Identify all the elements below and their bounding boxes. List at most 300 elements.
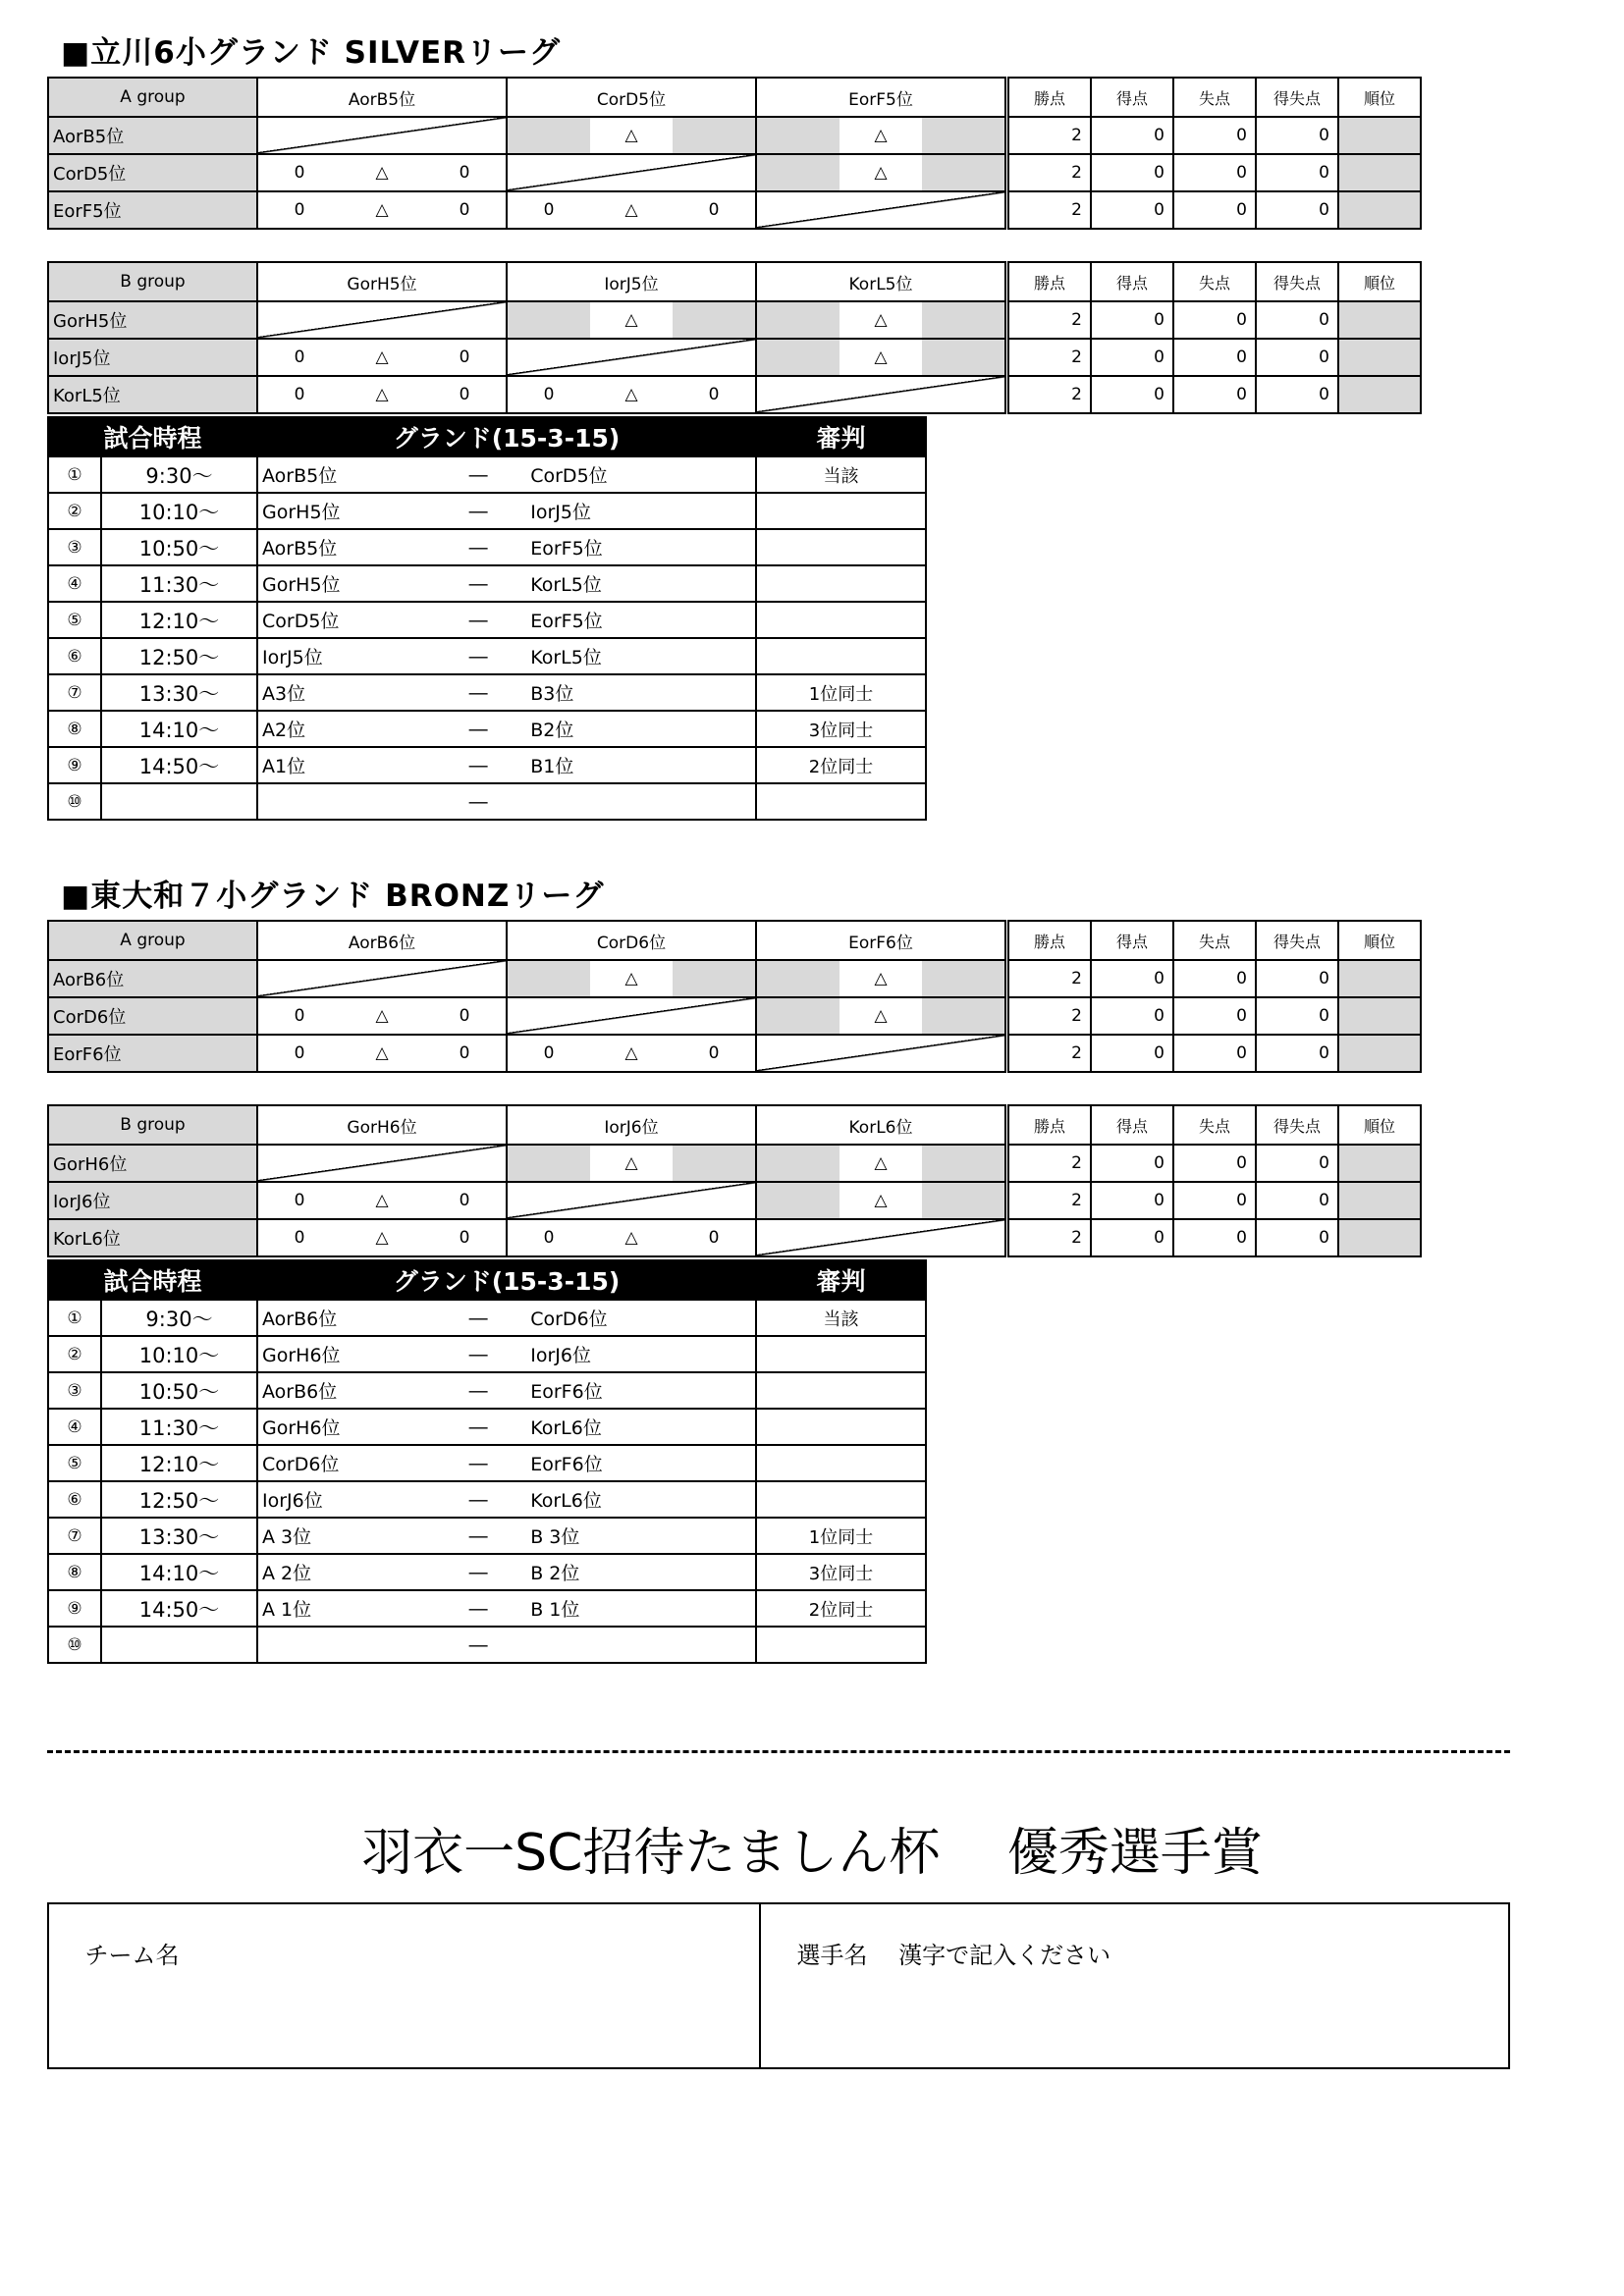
stat-column-header: 失点 [1173,262,1256,301]
rank-cell[interactable] [1338,997,1421,1035]
match-result-cell[interactable] [507,1035,756,1072]
matchup-cell [257,1409,756,1445]
stat-value: 0 [1173,191,1256,229]
schedule-row [48,1372,926,1409]
stat-column-header: 失点 [1173,921,1256,960]
self-match-cell [507,339,756,376]
draw-mark: △ [375,1191,389,1210]
group-label: B group [48,1105,257,1145]
stat-value: 0 [1091,997,1173,1035]
versus-dash: ― [468,718,488,740]
schedule-row [48,602,926,638]
matchup [258,643,755,669]
rank-cell[interactable] [1338,1182,1421,1219]
matchup-cell [257,1372,756,1409]
team-row [48,301,1421,339]
match-number: ⑨ [48,1590,101,1627]
team-row [48,960,1421,997]
result-entry [508,1146,755,1181]
self-match-cell [257,960,507,997]
score-slot-blank [922,961,1004,996]
score-slot-blank [757,1183,839,1218]
matchup [258,1341,755,1367]
opponent-column-header: CorD5位 [507,78,756,117]
group-label: A group [48,78,257,117]
versus-dash: ― [468,536,488,559]
versus-dash: ― [468,1452,488,1474]
matchup-cell [257,1336,756,1372]
score-slot-blank [673,118,755,153]
away-team: IorJ6位 [530,1345,591,1366]
match-result-cell[interactable] [257,339,507,376]
stat-value: 0 [1256,339,1338,376]
schedule-row [48,529,926,565]
match-result-cell[interactable] [257,154,507,191]
stat-column-header: 得点 [1091,1105,1173,1145]
group-header-row [48,262,1421,301]
versus-dash: ― [468,1307,488,1329]
group-header-row [48,1105,1421,1145]
versus-dash: ― [468,1561,488,1583]
team-name: CorD5位 [48,154,257,191]
score-right: 0 [459,1043,470,1063]
stat-value: 0 [1256,997,1338,1035]
score-right: 0 [708,1043,720,1063]
score-right: 0 [459,385,470,404]
home-team: AorB6位 [262,1381,338,1403]
match-time: 9:30～ [101,1300,257,1336]
stat-value: 0 [1256,1219,1338,1256]
score-slot-blank [508,302,590,338]
stat-value: 0 [1091,154,1173,191]
home-team: CorD6位 [262,1454,340,1475]
schedule-row [48,1554,926,1590]
player-name-field[interactable] [761,1904,1508,2067]
schedule-row [48,1518,926,1554]
match-time: 14:10～ [101,1554,257,1590]
away-team: B2位 [530,720,574,741]
score-slot-blank [757,118,839,153]
matchup [258,1414,755,1440]
team-row [48,154,1421,191]
matchup-cell [257,1590,756,1627]
match-result-cell[interactable] [756,339,1005,376]
result-entry [757,340,1004,375]
match-result-cell[interactable] [257,1182,507,1219]
draw-mark: △ [624,1043,638,1063]
away-team: KorL6位 [530,1490,602,1512]
self-match-cell [756,1219,1005,1256]
rank-cell[interactable] [1338,1219,1421,1256]
team-row [48,339,1421,376]
home-team: GorH5位 [262,574,341,596]
versus-dash: ― [468,609,488,631]
score-slot-blank [922,302,1004,338]
group-header-row [48,921,1421,960]
stat-value: 0 [1173,301,1256,339]
rank-cell[interactable] [1338,191,1421,229]
match-number: ① [48,456,101,493]
opponent-column-header: AorB5位 [257,78,507,117]
stat-column-header: 順位 [1338,1105,1421,1145]
result-entry [508,192,755,228]
match-result-cell[interactable] [257,376,507,413]
group-standings-table [47,1104,1422,1257]
matchup [258,607,755,633]
away-team: IorJ5位 [530,502,591,523]
score-slot-blank [673,961,755,996]
result-entry [258,1183,506,1218]
matchup [258,1486,755,1513]
team-row [48,191,1421,229]
score-left: 0 [294,1228,305,1248]
stat-value: 0 [1256,301,1338,339]
rank-cell[interactable] [1338,154,1421,191]
matchup [258,791,755,813]
draw-mark: △ [874,126,888,145]
home-team: A1位 [262,756,306,777]
award-form [47,1902,1510,2069]
matchup-cell [257,565,756,602]
stat-value: 0 [1256,1145,1338,1182]
result-entry [757,1183,1004,1218]
team-name: KorL5位 [48,376,257,413]
team-name: EorF6位 [48,1035,257,1072]
opponent-column-header: EorF6位 [756,921,1005,960]
match-time: 13:30～ [101,1518,257,1554]
stat-value: 0 [1173,1035,1256,1072]
match-number: ② [48,493,101,529]
team-name: CorD6位 [48,997,257,1035]
match-result-cell[interactable] [756,997,1005,1035]
match-result-cell[interactable] [756,1145,1005,1182]
team-name: GorH5位 [48,301,257,339]
home-team: A3位 [262,683,306,705]
matchup [258,498,755,524]
schedule-row [48,1300,926,1336]
team-name: AorB6位 [48,960,257,997]
referee-cell [756,1372,926,1409]
versus-dash: ― [468,681,488,704]
versus-dash: ― [468,754,488,776]
team-row [48,1145,1421,1182]
match-result-cell[interactable] [507,376,756,413]
stat-value: 2 [1008,1035,1091,1072]
draw-mark: △ [375,163,389,183]
stat-value: 0 [1091,191,1173,229]
stat-value: 0 [1173,117,1256,154]
draw-mark: △ [624,385,638,404]
group-label: A group [48,921,257,960]
match-schedule-table [47,1259,927,1664]
draw-mark: △ [624,1228,638,1248]
stat-column-header: 勝点 [1008,1105,1091,1145]
award-title: 羽衣一SC招待たましん杯 優秀選手賞 [361,1824,1263,1883]
matchup-cell [257,493,756,529]
rank-cell[interactable] [1338,339,1421,376]
player-name-label: 選手名 漢字で記入ください [796,1942,1111,1969]
matchup-cell [257,1554,756,1590]
self-match-cell [257,301,507,339]
match-time [101,783,257,820]
draw-mark: △ [375,385,389,404]
time-header: 試合時程 [48,417,257,456]
result-entry [757,1146,1004,1181]
stat-column-header: 勝点 [1008,262,1091,301]
draw-mark: △ [375,200,389,220]
home-team: CorD5位 [262,611,340,632]
score-right: 0 [459,163,470,183]
matchup-cell [257,711,756,747]
match-time: 10:50～ [101,1372,257,1409]
referee-cell [756,1481,926,1518]
versus-dash: ― [468,1488,488,1511]
team-name: IorJ6位 [48,1182,257,1219]
self-match-cell [507,1182,756,1219]
matchup [258,1522,755,1549]
match-time: 12:10～ [101,1445,257,1481]
opponent-column-header: GorH6位 [257,1105,507,1145]
versus-dash: ― [468,463,488,486]
away-team: B 2位 [530,1563,580,1584]
referee-header: 審判 [756,1260,926,1300]
rank-cell[interactable] [1338,376,1421,413]
stat-value: 0 [1256,191,1338,229]
matchup-cell [257,529,756,565]
stat-column-header: 得点 [1091,78,1173,117]
draw-mark: △ [874,1006,888,1026]
stat-column-header: 順位 [1338,921,1421,960]
home-team: A 2位 [262,1563,312,1584]
stat-value: 0 [1091,339,1173,376]
draw-mark: △ [375,1228,389,1248]
result-entry [258,1036,506,1071]
team-name-field[interactable] [49,1904,761,2067]
score-left: 0 [543,385,555,404]
referee-cell [756,1445,926,1481]
self-match-cell [756,191,1005,229]
score-slot-blank [757,302,839,338]
referee-cell [756,529,926,565]
versus-dash: ― [468,1633,488,1656]
draw-mark: △ [375,1006,389,1026]
score-right: 0 [459,1228,470,1248]
match-result-cell[interactable] [756,301,1005,339]
league-title: ■立川6小グランド SILVERリーグ [61,35,562,71]
match-time: 11:30～ [101,565,257,602]
referee-cell: 2位同士 [756,747,926,783]
matchup-cell [257,1481,756,1518]
match-number: ⑤ [48,1445,101,1481]
match-result-cell[interactable] [257,997,507,1035]
stat-value: 0 [1091,1145,1173,1182]
versus-dash: ― [468,572,488,595]
score-slot-blank [922,155,1004,190]
stat-column-header: 順位 [1338,262,1421,301]
score-left: 0 [543,1228,555,1248]
referee-cell [756,783,926,820]
matchup [258,570,755,597]
matchup [258,679,755,706]
result-entry [757,302,1004,338]
stat-value: 0 [1256,117,1338,154]
match-number: ⑨ [48,747,101,783]
referee-cell: 2位同士 [756,1590,926,1627]
match-time: 10:10～ [101,1336,257,1372]
stat-value: 0 [1173,376,1256,413]
match-result-cell[interactable] [257,191,507,229]
draw-mark: △ [874,347,888,367]
away-team: B1位 [530,756,574,777]
score-slot-blank [757,1146,839,1181]
stat-column-header: 失点 [1173,1105,1256,1145]
stat-column-header: 得失点 [1256,78,1338,117]
stat-value: 2 [1008,1182,1091,1219]
team-name-label: チーム名 [84,1942,180,1969]
home-team: A 1位 [262,1599,312,1621]
result-entry [258,998,506,1034]
match-result-cell[interactable] [507,960,756,997]
referee-cell [756,602,926,638]
home-team: GorH5位 [262,502,341,523]
stat-value: 0 [1173,339,1256,376]
versus-dash: ― [468,1415,488,1438]
match-time [101,1627,257,1663]
match-number: ⑧ [48,1554,101,1590]
versus-dash: ― [468,1524,488,1547]
versus-dash: ― [468,645,488,667]
match-time: 10:50～ [101,529,257,565]
stat-column-header: 得失点 [1256,1105,1338,1145]
match-result-cell[interactable] [756,117,1005,154]
match-result-cell[interactable] [507,1219,756,1256]
score-left: 0 [294,347,305,367]
rank-cell[interactable] [1338,1145,1421,1182]
matchup [258,1377,755,1404]
result-entry [508,1220,755,1255]
league-title: ■東大和７小グランド BRONZリーグ [61,879,605,914]
result-entry [508,118,755,153]
team-row [48,376,1421,413]
team-name: KorL6位 [48,1219,257,1256]
score-left: 0 [543,200,555,220]
matchup-cell [257,1518,756,1554]
stat-value: 0 [1256,960,1338,997]
stat-column-header: 得失点 [1256,262,1338,301]
rank-cell[interactable] [1338,301,1421,339]
stat-value: 0 [1091,376,1173,413]
score-right: 0 [459,1006,470,1026]
draw-mark: △ [624,200,638,220]
away-team: KorL6位 [530,1417,602,1439]
draw-mark: △ [624,1153,638,1173]
away-team: EorF5位 [530,611,603,632]
match-result-cell[interactable] [756,1182,1005,1219]
stat-value: 0 [1173,154,1256,191]
away-team: CorD6位 [530,1308,608,1330]
schedule-header-row [48,1260,926,1300]
rank-cell[interactable] [1338,117,1421,154]
stat-value: 0 [1091,1219,1173,1256]
self-match-cell [756,376,1005,413]
result-entry [258,377,506,412]
away-team: B 1位 [530,1599,580,1621]
match-result-cell[interactable] [756,960,1005,997]
match-result-cell[interactable] [507,117,756,154]
team-name: IorJ5位 [48,339,257,376]
matchup [258,716,755,742]
rank-cell[interactable] [1338,1035,1421,1072]
away-team: EorF6位 [530,1454,603,1475]
matchup-cell [257,638,756,674]
matchup-cell [257,1445,756,1481]
score-slot-blank [922,1146,1004,1181]
stat-value: 0 [1091,1182,1173,1219]
referee-cell [756,638,926,674]
home-team: AorB5位 [262,538,338,560]
match-number: ⑥ [48,638,101,674]
opponent-column-header: GorH5位 [257,262,507,301]
self-match-cell [507,997,756,1035]
match-number: ④ [48,1409,101,1445]
match-result-cell[interactable] [257,1219,507,1256]
score-left: 0 [294,1043,305,1063]
draw-mark: △ [375,347,389,367]
opponent-column-header: KorL5位 [756,262,1005,301]
schedule-row [48,1627,926,1663]
score-right: 0 [708,385,720,404]
stat-value: 0 [1091,117,1173,154]
cut-line [47,1750,1510,1753]
score-slot-blank [922,1183,1004,1218]
referee-cell [756,493,926,529]
versus-dash: ― [468,1343,488,1365]
ground-header: グランド(15-3-15) [257,1260,756,1300]
draw-mark: △ [624,126,638,145]
home-team: IorJ6位 [262,1490,323,1512]
schedule-row [48,1481,926,1518]
stat-column-header: 勝点 [1008,78,1091,117]
versus-dash: ― [468,790,488,813]
match-number: ② [48,1336,101,1372]
stat-value: 2 [1008,960,1091,997]
self-match-cell [756,1035,1005,1072]
score-slot-blank [757,155,839,190]
matchup [258,461,755,488]
team-row [48,1182,1421,1219]
match-result-cell[interactable] [507,1145,756,1182]
match-result-cell[interactable] [507,191,756,229]
result-entry [757,998,1004,1034]
team-row [48,1035,1421,1072]
opponent-column-header: EorF5位 [756,78,1005,117]
result-entry [508,961,755,996]
score-right: 0 [708,1228,720,1248]
match-result-cell[interactable] [257,1035,507,1072]
referee-cell [756,565,926,602]
home-team: IorJ5位 [262,647,323,668]
match-number: ④ [48,565,101,602]
matchup-cell [257,783,756,820]
match-result-cell[interactable] [507,301,756,339]
matchup [258,1595,755,1622]
score-slot-blank [757,998,839,1034]
match-time: 14:10～ [101,711,257,747]
result-entry [508,1036,755,1071]
match-result-cell[interactable] [756,154,1005,191]
rank-cell[interactable] [1338,960,1421,997]
score-left: 0 [294,385,305,404]
